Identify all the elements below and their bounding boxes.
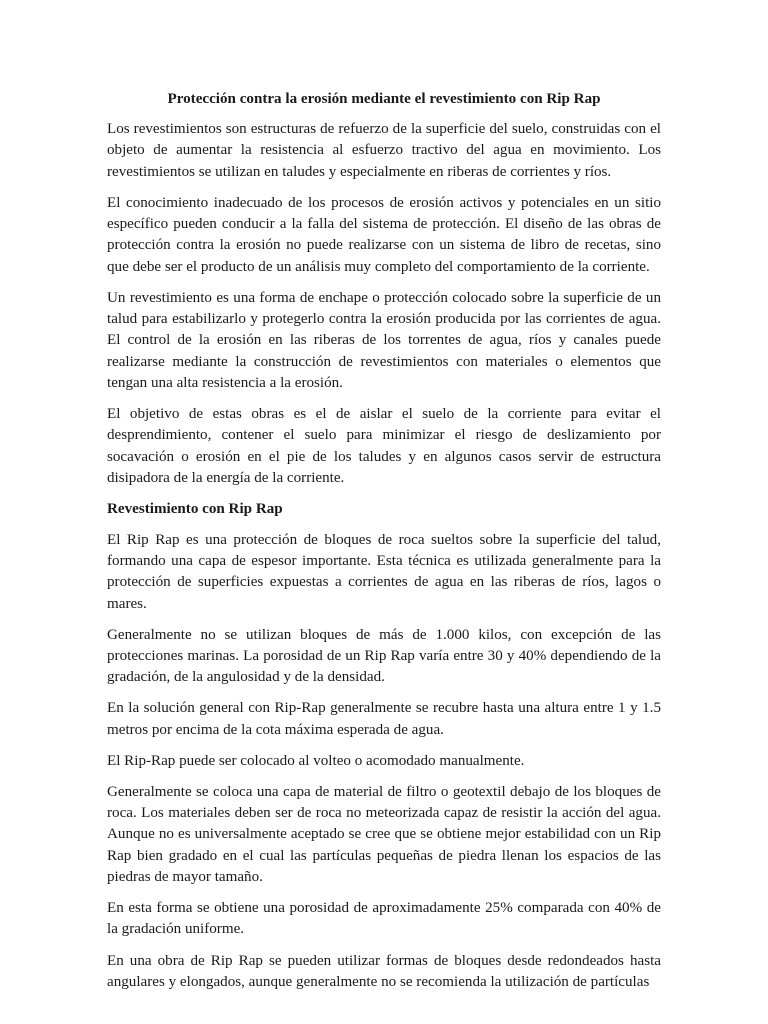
paragraph: El objetivo de estas obras es el de aislar el suelo de la corriente para evitar el desprendimiento, contener el suelo para minimizar el riesgo de deslizamiento por socavación o erosión en el pie de los taludes y en algunos casos servir de estructura disipadora de la energía de la corriente. xyxy=(107,405,661,486)
paragraph: Un revestimiento es una forma de enchape o protección colocado sobre la superficie de un talud para estabilizarlo y protegerlo contra la erosión producida por las corrientes de agua. El control de la erosión en las riberas de los torrentes de agua, ríos y canales puede realizarse mediante la construcción de revestimientos con materiales o elementos que tengan una alta resistencia a la erosión. xyxy=(107,289,661,391)
paragraph: En la solución general con Rip-Rap generalmente se recubre hasta una altura entre 1 y 1.5 metros por encima de la cota máxima esperada de agua. xyxy=(107,700,661,738)
paragraph: El conocimiento inadecuado de los procesos de erosión activos y potenciales en un sitio específico pueden conducir a la falla del sistema de protección. El diseño de las obras de protección contra la erosión no puede realizarse con un sistema de libro de recetas, sino que debe ser el producto de un análisis muy completo del comportamiento de la corriente. xyxy=(107,194,661,275)
paragraph: En esta forma se obtiene una porosidad de aproximadamente 25% comparada con 40% de la gradación uniforme. xyxy=(107,900,661,938)
paragraph: Generalmente se coloca una capa de material de filtro o geotextil debajo de los bloques de roca. Los materiales deben ser de roca no meteorizada capaz de resistir la acción del agua. Aunque no es universalmente aceptado se cree que se obtiene mejor estabilidad con un Rip Rap bien gradado en el cual las partículas pequeñas de piedra llenan los espacios de las piedras de mayor tamaño. xyxy=(107,783,661,886)
paragraph: Los revestimientos son estructuras de refuerzo de la superficie del suelo, construidas con el objeto de aumentar la resistencia al esfuerzo tractivo del agua en movimiento. Los revestimientos se utilizan en taludes y especialmente en riberas de corrientes y ríos. xyxy=(107,121,661,180)
paragraph: El Rip Rap es una protección de bloques de roca sueltos sobre la superficie del talud, formando una capa de espesor importante. Esta técnica es utilizada generalmente para la protección de superficies expuestas a corrientes de agua en las riberas de ríos, lagos o mares. xyxy=(107,531,661,612)
document-body xyxy=(107,89,661,1003)
paragraph: Generalmente no se utilizan bloques de más de 1.000 kilos, con excepción de las protecciones marinas. La porosidad de un Rip Rap varía entre 30 y 40% dependiendo de la gradación, de la angulosidad y de la densidad. xyxy=(107,626,661,686)
document-title: Protección contra la erosión mediante el revestimiento con Rip Rap xyxy=(167,91,601,107)
section-heading: Revestimiento con Rip Rap xyxy=(107,500,283,517)
paragraph: En una obra de Rip Rap se pueden utilizar formas de bloques desde redondeados hasta angulares y elongados, aunque generalmente no se recomienda la utilización de partículas xyxy=(107,952,661,990)
paragraph: El Rip-Rap puede ser colocado al volteo o acomodado manualmente. xyxy=(107,752,525,769)
